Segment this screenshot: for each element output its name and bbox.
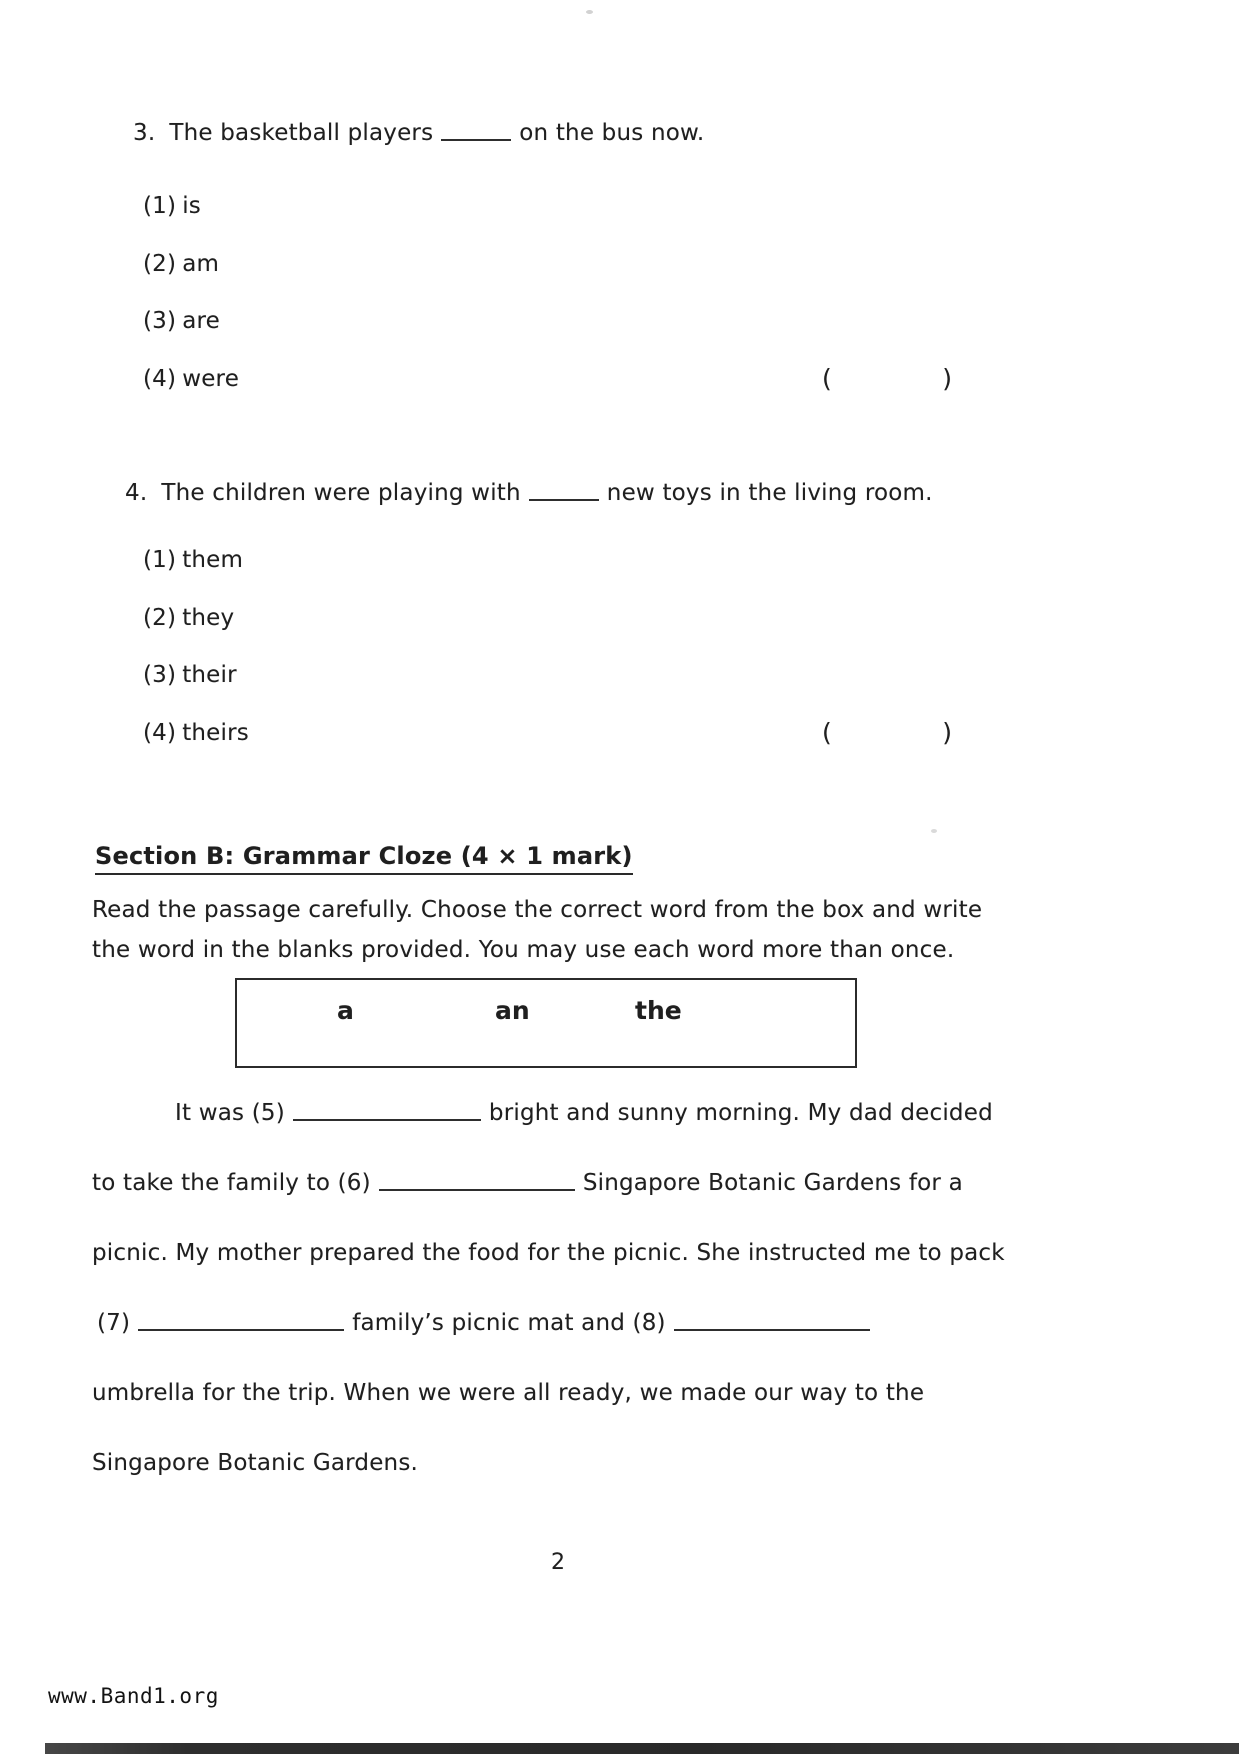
question-4-option-2 (143, 605, 234, 631)
question-4-stem (125, 480, 933, 506)
question-4-option-3 (143, 662, 237, 688)
question-3-text-after: on the bus now. (519, 120, 705, 146)
scan-speck (931, 829, 937, 833)
passage-blank-5 (293, 1115, 481, 1121)
section-b-instructions (92, 890, 982, 970)
passage-blank-8 (674, 1325, 870, 1331)
passage-text: to take the family to (6) (92, 1170, 371, 1196)
passage-text: Singapore Botanic Gardens. (92, 1450, 419, 1476)
question-3-answer-brackets (822, 364, 952, 393)
passage-blank-6 (379, 1185, 575, 1191)
option-text: are (182, 308, 220, 334)
option-label: (2) (143, 251, 177, 277)
passage-blank-7 (138, 1325, 344, 1331)
passage-line-1 (175, 1100, 993, 1126)
question-3-option-1 (143, 193, 201, 219)
question-3-blank (441, 135, 511, 141)
question-3-option-3 (143, 308, 220, 334)
question-3-number: 3. (133, 120, 156, 146)
bracket-close: ) (942, 718, 952, 747)
option-text: them (182, 547, 244, 573)
option-label: (3) (143, 308, 177, 334)
option-label: (2) (143, 605, 177, 631)
word-option-the: the (635, 996, 682, 1025)
option-label: (4) (143, 720, 177, 746)
passage-line-3 (92, 1240, 1005, 1266)
passage-text: picnic. My mother prepared the food for the picnic. She instructed me to pack (92, 1240, 1005, 1266)
option-text: their (182, 662, 237, 688)
option-text: they (182, 605, 235, 631)
scan-speck (586, 10, 593, 14)
passage-line-4 (97, 1310, 878, 1336)
question-4-number: 4. (125, 480, 148, 506)
option-text: theirs (182, 720, 249, 746)
passage-line-5 (92, 1380, 924, 1406)
page-number: 2 (551, 1550, 565, 1575)
question-3-text-before: The basketball players (169, 120, 434, 146)
question-4-blank (529, 495, 599, 501)
passage-text: bright and sunny morning. My dad decided (488, 1100, 993, 1126)
scan-edge-bar (45, 1743, 1239, 1754)
question-3-option-4 (143, 366, 239, 392)
option-label: (1) (143, 193, 177, 219)
bracket-close: ) (942, 364, 952, 393)
question-4-text-after: new toys in the living room. (606, 480, 933, 506)
option-text: is (182, 193, 201, 219)
question-3-stem (133, 120, 704, 146)
question-3-option-2 (143, 251, 219, 277)
question-4-option-4 (143, 720, 249, 746)
passage-text: Singapore Botanic Gardens for a (582, 1170, 963, 1196)
word-option-a: a (337, 996, 354, 1025)
bracket-open: ( (822, 718, 832, 747)
question-4-text-before: The children were playing with (161, 480, 521, 506)
passage-text: family’s picnic mat and (8) (352, 1310, 666, 1336)
question-4-option-1 (143, 547, 243, 573)
passage-text: It was (5) (175, 1100, 285, 1126)
passage-text: umbrella for the trip. When we were all ready, we made our way to the (92, 1380, 925, 1406)
option-label: (1) (143, 547, 177, 573)
question-4-answer-brackets (822, 718, 952, 747)
option-text: were (182, 366, 240, 392)
bracket-open: ( (822, 364, 832, 393)
instructions-line-2: the word in the blanks provided. You may use each word more than once. (92, 937, 955, 963)
option-label: (3) (143, 662, 177, 688)
option-label: (4) (143, 366, 177, 392)
option-text: am (182, 251, 220, 277)
passage-text: (7) (97, 1310, 131, 1336)
section-b-heading: Section B: Grammar Cloze (4 × 1 mark) (95, 842, 633, 875)
word-option-an: an (495, 996, 530, 1025)
passage-line-6 (92, 1450, 418, 1476)
word-choice-box (235, 978, 857, 1068)
passage-line-2 (92, 1170, 963, 1196)
instructions-line-1: Read the passage carefully. Choose the correct word from the box and write (92, 897, 983, 923)
section-b-heading-wrap (95, 842, 633, 870)
footer-url: www.Band1.org (48, 1684, 219, 1708)
